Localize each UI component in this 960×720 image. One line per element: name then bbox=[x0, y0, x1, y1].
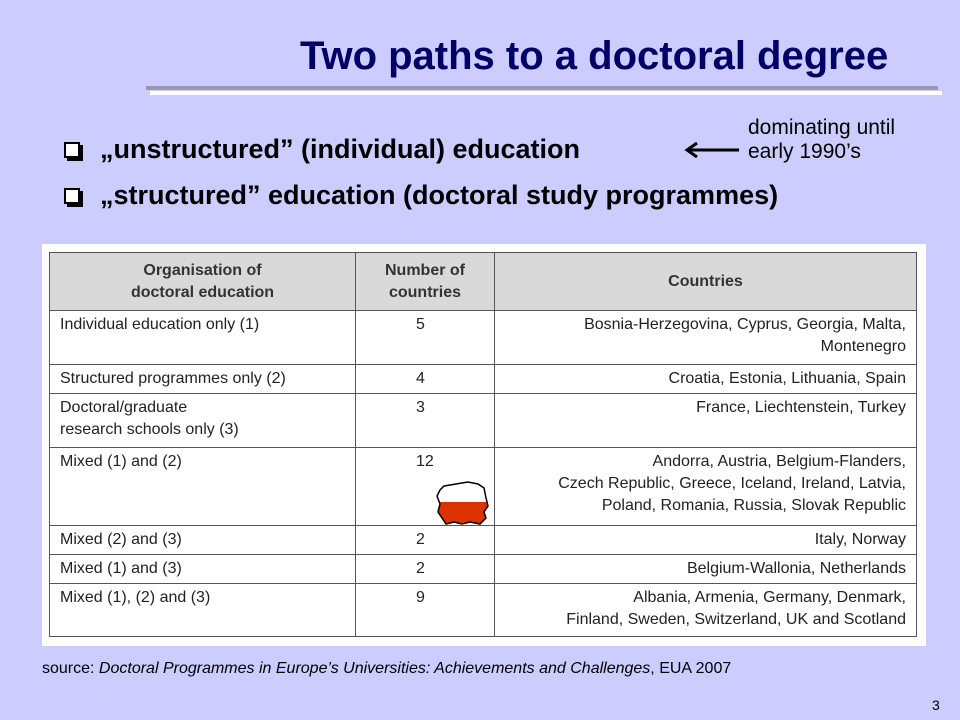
page-number: 3 bbox=[932, 697, 940, 713]
cell-organisation: Individual education only (1) bbox=[50, 311, 356, 365]
title-rule bbox=[146, 86, 938, 90]
header-organisation: Organisation of doctoral education bbox=[50, 253, 356, 311]
source-suffix: , EUA 2007 bbox=[650, 660, 732, 677]
table-frame bbox=[42, 244, 926, 646]
annotation-note bbox=[748, 116, 895, 164]
cell-organisation: Mixed (1) and (2) bbox=[50, 448, 356, 526]
cell-countries: Andorra, Austria, Belgium-Flanders, Czech Republic, Greece, Iceland, Ireland, Latvia, Poland, Romania, Russia, Slovak Republic bbox=[495, 448, 917, 526]
checkbox-square-icon bbox=[64, 188, 80, 204]
header-number: Number of countries bbox=[356, 253, 495, 311]
cell-countries: Albania, Armenia, Germany, Denmark, Finland, Sweden, Switzerland, UK and Scotland bbox=[495, 584, 917, 637]
table-header-row bbox=[50, 253, 917, 311]
title-rule-shadow bbox=[150, 91, 942, 95]
cell-number: 5 bbox=[356, 311, 495, 365]
table-row bbox=[50, 584, 917, 637]
cell-organisation: Doctoral/graduate research schools only (3) bbox=[50, 394, 356, 448]
note-line-2: early 1990’s bbox=[748, 140, 861, 163]
arrow-left-icon bbox=[683, 140, 741, 160]
checkbox-square-icon bbox=[64, 142, 80, 158]
bullet-text: „structured” education (doctoral study programmes) bbox=[100, 180, 779, 210]
slide-title: Two paths to a doctoral degree bbox=[300, 34, 889, 78]
poland-flag-map-icon bbox=[434, 478, 490, 528]
cell-number: 9 bbox=[356, 584, 495, 637]
table-row bbox=[50, 365, 917, 394]
doctoral-education-table bbox=[49, 252, 917, 637]
note-line-1: dominating until bbox=[748, 116, 896, 139]
header-countries: Countries bbox=[495, 253, 917, 311]
cell-countries: Croatia, Estonia, Lithuania, Spain bbox=[495, 365, 917, 394]
cell-number: 2 bbox=[356, 555, 495, 584]
bullet-item-structured bbox=[64, 180, 778, 211]
table-row bbox=[50, 311, 917, 365]
bullet-item-unstructured bbox=[64, 134, 580, 165]
bullet-text: „unstructured” (individual) education bbox=[100, 134, 581, 164]
cell-organisation: Structured programmes only (2) bbox=[50, 365, 356, 394]
source-prefix: source: bbox=[42, 660, 99, 677]
cell-number: 2 bbox=[356, 526, 495, 555]
source-title: Doctoral Programmes in Europe’s Universities: Achievements and Challenges bbox=[98, 660, 651, 677]
cell-number: 3 bbox=[356, 394, 495, 448]
table-row bbox=[50, 526, 917, 555]
source-citation bbox=[42, 660, 731, 678]
cell-organisation: Mixed (1), (2) and (3) bbox=[50, 584, 356, 637]
cell-organisation: Mixed (2) and (3) bbox=[50, 526, 356, 555]
table-row bbox=[50, 394, 917, 448]
cell-number: 4 bbox=[356, 365, 495, 394]
cell-countries: Bosnia-Herzegovina, Cyprus, Georgia, Malta, Montenegro bbox=[495, 311, 917, 365]
cell-organisation: Mixed (1) and (3) bbox=[50, 555, 356, 584]
cell-countries: Italy, Norway bbox=[495, 526, 917, 555]
cell-countries: Belgium-Wallonia, Netherlands bbox=[495, 555, 917, 584]
cell-countries: France, Liechtenstein, Turkey bbox=[495, 394, 917, 448]
table-row bbox=[50, 555, 917, 584]
cell-number: 12 bbox=[356, 448, 495, 526]
